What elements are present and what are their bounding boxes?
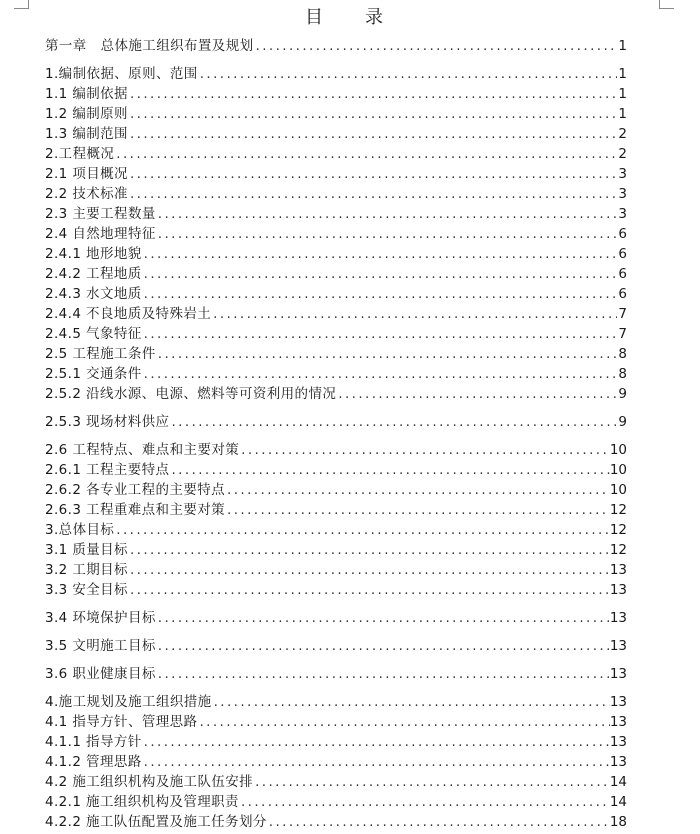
toc-page-number: 9 — [618, 414, 627, 430]
toc-page-number: 13 — [609, 610, 627, 626]
toc-dot-leader — [142, 324, 617, 344]
toc-entry-text: 3.4 环境保护目标 — [45, 610, 156, 626]
toc-entry[interactable] — [45, 304, 627, 324]
toc-dot-leader — [142, 264, 617, 284]
toc-dot-leader — [142, 244, 617, 264]
toc-dot-leader — [142, 364, 617, 384]
toc-page-number: 3 — [618, 186, 627, 202]
toc-entry[interactable] — [45, 500, 627, 520]
toc-page-number: 1 — [618, 86, 627, 102]
toc-entry-text: 1.2 编制原则 — [45, 106, 128, 122]
toc-dot-leader — [267, 812, 610, 832]
toc-dot-leader — [169, 460, 609, 480]
toc-page-number: 10 — [609, 442, 627, 458]
toc-page-number: 6 — [618, 246, 627, 262]
toc-entry[interactable] — [45, 224, 627, 244]
toc-entry-text: 2.2 技术标准 — [45, 186, 128, 202]
toc-dot-leader — [253, 772, 610, 792]
toc-entry-text: 3.6 职业健康目标 — [45, 666, 156, 682]
toc-page-number: 1 — [618, 106, 627, 122]
toc-entry-text: 2.5.1 交通条件 — [45, 366, 142, 382]
toc-entry-text: 3.3 安全目标 — [45, 582, 128, 598]
toc-dot-leader — [212, 692, 610, 712]
toc-dot-leader — [225, 480, 610, 500]
toc-entry-text: 2.5 工程施工条件 — [45, 346, 156, 362]
toc-entry[interactable] — [45, 36, 627, 56]
toc-page-number: 13 — [609, 582, 627, 598]
toc-entry-text: 1.3 编制范围 — [45, 126, 128, 142]
table-of-contents — [45, 36, 627, 832]
toc-entry[interactable] — [45, 124, 627, 144]
toc-entry[interactable] — [45, 752, 627, 772]
toc-entry-text: 1.编制依据、原则、范围 — [45, 66, 198, 82]
toc-entry[interactable] — [45, 64, 627, 84]
toc-page-number: 3 — [618, 166, 627, 182]
toc-dot-leader — [211, 304, 617, 324]
toc-page-number: 2 — [618, 146, 627, 162]
toc-entry[interactable] — [45, 164, 627, 184]
toc-dot-leader — [128, 104, 617, 124]
toc-page-number: 2 — [618, 126, 627, 142]
toc-page-number: 14 — [609, 774, 627, 790]
toc-page-number: 18 — [609, 814, 627, 830]
toc-entry-text: 第一章 总体施工组织布置及规划 — [45, 38, 254, 54]
toc-dot-leader — [156, 224, 617, 244]
toc-entry[interactable] — [45, 540, 627, 560]
toc-entry-text: 3.1 质量目标 — [45, 542, 128, 558]
toc-page-number: 12 — [609, 522, 627, 538]
toc-dot-leader — [225, 500, 610, 520]
toc-entry[interactable] — [45, 732, 627, 752]
toc-entry-text: 4.2 施工组织机构及施工队伍安排 — [45, 774, 254, 790]
toc-dot-leader — [239, 792, 610, 812]
toc-entry[interactable] — [45, 560, 627, 580]
toc-dot-leader — [156, 664, 610, 684]
toc-dot-leader — [254, 36, 618, 56]
toc-dot-leader — [128, 124, 617, 144]
toc-dot-leader — [128, 164, 617, 184]
toc-entry-text: 2.4.5 气象特征 — [45, 326, 142, 342]
toc-dot-leader — [156, 344, 617, 364]
toc-entry-text: 2.6.2 各专业工程的主要特点 — [45, 482, 226, 498]
toc-page-number: 3 — [618, 206, 627, 222]
toc-page-number: 7 — [618, 326, 627, 342]
toc-page-number: 13 — [609, 666, 627, 682]
toc-page-number: 13 — [609, 714, 627, 730]
toc-page-number: 13 — [609, 754, 627, 770]
toc-page-number: 14 — [609, 794, 627, 810]
toc-entry-text: 4.施工规划及施工组织措施 — [45, 694, 212, 710]
toc-page-number: 10 — [609, 462, 627, 478]
toc-dot-leader — [128, 184, 617, 204]
toc-dot-leader — [114, 520, 610, 540]
toc-dot-leader — [198, 64, 617, 84]
toc-page-number: 9 — [618, 386, 627, 402]
toc-dot-leader — [128, 580, 610, 600]
toc-entry-text: 3.总体目标 — [45, 522, 115, 538]
toc-entry[interactable] — [45, 792, 627, 812]
toc-page-number: 13 — [609, 734, 627, 750]
toc-title: 目 录 — [305, 7, 395, 28]
toc-dot-leader — [156, 204, 617, 224]
toc-entry-text: 2.4.3 水文地质 — [45, 286, 142, 302]
toc-dot-leader — [169, 412, 617, 432]
toc-dot-leader — [142, 752, 610, 772]
toc-dot-leader — [128, 540, 610, 560]
toc-entry-text: 2.6 工程特点、难点和主要对策 — [45, 442, 240, 458]
toc-dot-leader — [156, 608, 610, 628]
toc-entry[interactable] — [45, 460, 627, 480]
toc-entry[interactable] — [45, 580, 627, 600]
toc-entry-text: 4.1.1 指导方针 — [45, 734, 142, 750]
toc-entry-text: 4.1 指导方针、管理思路 — [45, 714, 198, 730]
toc-page-number: 7 — [618, 306, 627, 322]
toc-page-number: 6 — [618, 226, 627, 242]
toc-dot-leader — [128, 84, 617, 104]
toc-entry[interactable] — [45, 692, 627, 712]
toc-dot-leader — [197, 712, 609, 732]
toc-entry-text: 3.5 文明施工目标 — [45, 638, 156, 654]
toc-page-number: 12 — [609, 542, 627, 558]
toc-page-number: 6 — [618, 266, 627, 282]
toc-entry[interactable] — [45, 812, 627, 832]
toc-dot-leader — [239, 440, 610, 460]
toc-page-number: 1 — [618, 66, 627, 82]
toc-page-number: 1 — [618, 38, 627, 54]
toc-entry-text: 4.2.2 施工队伍配置及施工任务划分 — [45, 814, 267, 830]
toc-entry-text: 4.2.1 施工组织机构及管理职责 — [45, 794, 239, 810]
toc-entry-text: 2.6.1 工程主要特点 — [45, 462, 170, 478]
toc-entry[interactable] — [45, 384, 627, 404]
toc-entry-text: 2.4 自然地理特征 — [45, 226, 156, 242]
toc-entry-text: 1.1 编制依据 — [45, 86, 128, 102]
toc-page-number: 8 — [618, 366, 627, 382]
toc-entry[interactable] — [45, 144, 627, 164]
toc-entry-text: 2.5.2 沿线水源、电源、燃料等可资利用的情况 — [45, 386, 337, 402]
toc-entry[interactable] — [45, 664, 627, 684]
toc-entry[interactable] — [45, 412, 627, 432]
toc-page-number: 8 — [618, 346, 627, 362]
toc-page-number: 10 — [609, 482, 627, 498]
toc-entry[interactable] — [45, 440, 627, 460]
toc-entry[interactable] — [45, 636, 627, 656]
toc-entry[interactable] — [45, 772, 627, 792]
toc-entry[interactable] — [45, 284, 627, 304]
toc-page-number: 13 — [609, 562, 627, 578]
toc-entry[interactable] — [45, 364, 627, 384]
toc-dot-leader — [142, 284, 617, 304]
toc-dot-leader — [128, 560, 610, 580]
toc-entry[interactable] — [45, 324, 627, 344]
toc-entry[interactable] — [45, 104, 627, 124]
toc-entry[interactable] — [45, 84, 627, 104]
toc-page-number: 13 — [609, 638, 627, 654]
toc-page-number: 6 — [618, 286, 627, 302]
toc-entry[interactable] — [45, 712, 627, 732]
toc-entry-text: 2.4.1 地形地貌 — [45, 246, 142, 262]
toc-entry-text: 2.4.4 不良地质及特殊岩土 — [45, 306, 212, 322]
toc-entry[interactable] — [45, 264, 627, 284]
toc-entry-text: 4.1.2 管理思路 — [45, 754, 142, 770]
toc-page-number: 12 — [609, 502, 627, 518]
toc-entry-text: 2.4.2 工程地质 — [45, 266, 142, 282]
toc-dot-leader — [336, 384, 617, 404]
toc-dot-leader — [142, 732, 610, 752]
toc-dot-leader — [114, 144, 617, 164]
toc-entry-text: 2.6.3 工程重难点和主要对策 — [45, 502, 226, 518]
toc-entry-text: 2.工程概况 — [45, 146, 115, 162]
toc-entry-text: 2.5.3 现场材料供应 — [45, 414, 170, 430]
toc-page-number: 13 — [609, 694, 627, 710]
toc-entry[interactable] — [45, 480, 627, 500]
toc-entry-text: 2.3 主要工程数量 — [45, 206, 156, 222]
toc-entry-text: 2.1 项目概况 — [45, 166, 128, 182]
toc-entry[interactable] — [45, 184, 627, 204]
toc-entry-text: 3.2 工期目标 — [45, 562, 128, 578]
toc-dot-leader — [156, 636, 610, 656]
toc-entry[interactable] — [45, 244, 627, 264]
toc-entry[interactable] — [45, 204, 627, 224]
toc-entry[interactable] — [45, 344, 627, 364]
toc-entry[interactable] — [45, 608, 627, 628]
toc-entry[interactable] — [45, 520, 627, 540]
